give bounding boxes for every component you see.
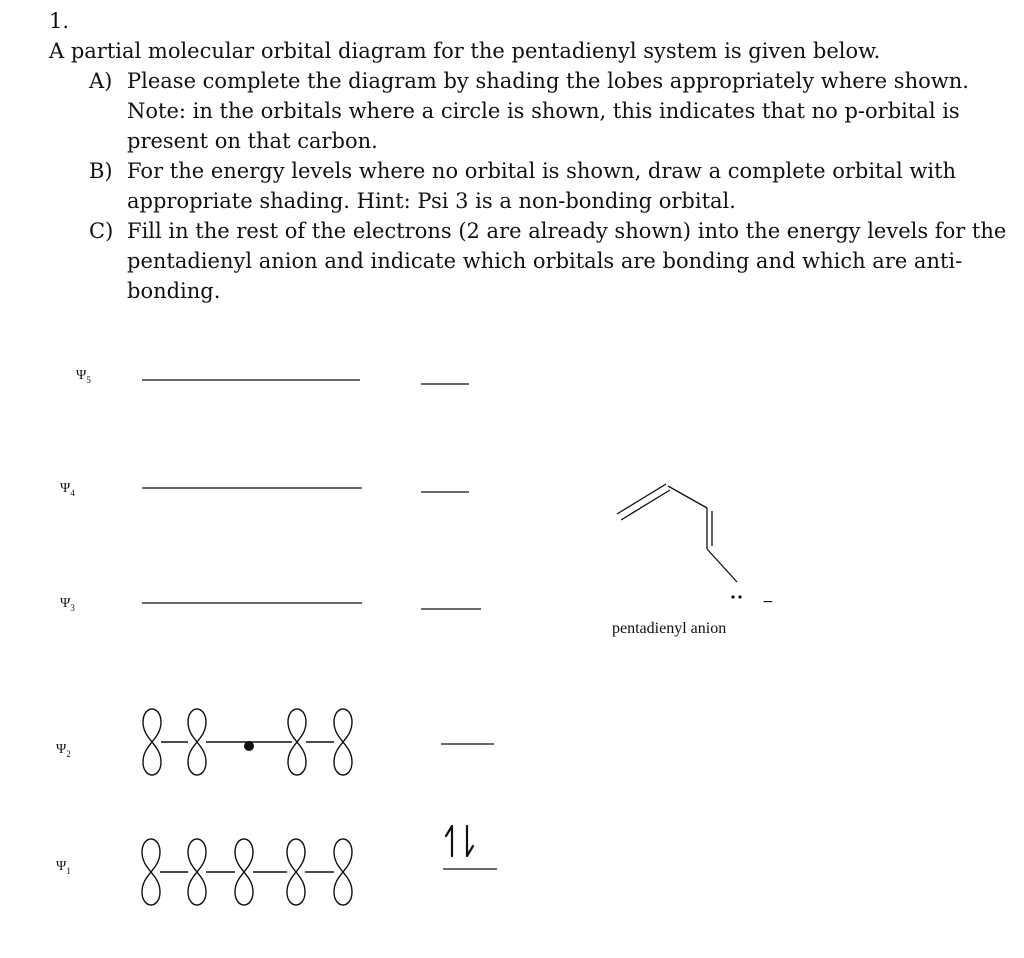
psi5-symbol: Ψ [76,368,87,383]
part-a-text: Please complete the diagram by shading the lobes appropriately where shown. Note: in the orbitals where a circle is shown, this indicates that no p-orbital is present on that carbon. [127,69,969,153]
psi1-orbital [142,839,352,905]
psi1-p-orbital-c4 [287,839,305,905]
psi4-symbol: Ψ [60,481,71,496]
electron-up-arrow [446,826,452,856]
psi2-p-orbital-c5 [334,709,352,775]
psi2-orbital [143,709,352,775]
part-b-letter: B) [89,159,113,183]
psi4-subscript: 4 [70,487,75,498]
psi1-p-orbital-c3 [235,839,253,905]
part-c-letter: C) [89,219,114,243]
psi2-subscript: 2 [66,748,71,759]
electron-down-arrow [467,826,473,856]
question-intro: A partial molecular orbital diagram for the pentadienyl system is given below. [49,39,881,63]
psi1-p-orbital-c5 [334,839,352,905]
part-c-text: Fill in the rest of the electrons (2 are already shown) into the energy levels for the pentadienyl anion and indicate which orbitals are bonding and which are anti-bonding. [127,219,1007,303]
anion-charge-symbol: − [762,594,774,610]
lone-pair-dot-1 [731,595,734,598]
psi3-symbol: Ψ [60,596,71,611]
pentadienyl-structure [617,484,774,610]
part-a-letter: A) [89,69,113,93]
psi3-subscript: 3 [70,602,75,613]
psi1-electron-pair [446,826,473,856]
psi1-subscript: 1 [66,865,71,876]
molecule-caption: pentadienyl anion [612,620,727,637]
part-b-text: For the energy levels where no orbital is shown, draw a complete orbital with appropriate shading. Hint: Psi 3 is a non-bonding orbital. [127,159,957,213]
psi2-symbol: Ψ [56,742,67,757]
question-number: 1. [49,9,70,33]
psi1-p-orbital-c1 [142,839,160,905]
psi2-p-orbital-c2 [188,709,206,775]
psi1-symbol: Ψ [56,859,67,874]
psi5-subscript: 5 [86,374,91,385]
lone-pair-dot-2 [738,595,741,598]
psi2-p-orbital-c1 [143,709,161,775]
psi1-p-orbital-c2 [188,839,206,905]
